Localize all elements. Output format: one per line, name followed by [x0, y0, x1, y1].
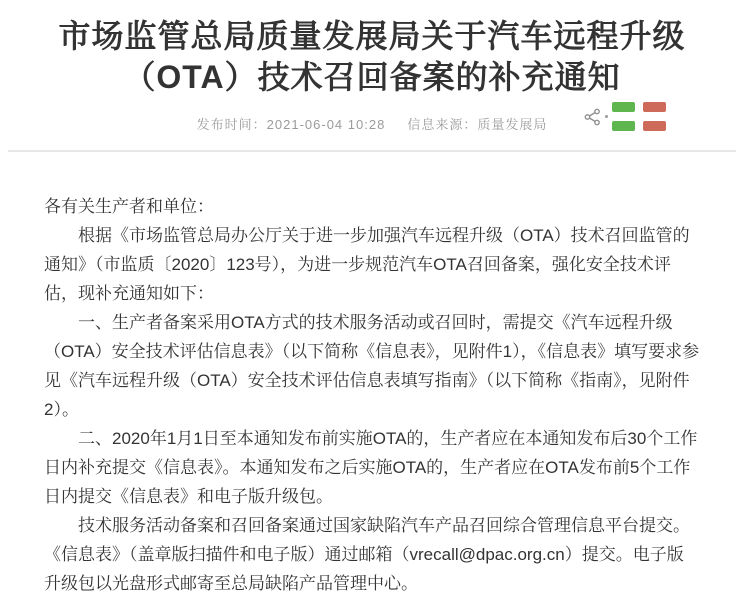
weibo-share-block-top [643, 102, 666, 112]
paragraph-submission: 技术服务活动备案和召回备案通过国家缺陷汽车产品召回综合管理信息平台提交。《信息表》（盖章版扫描件和电子版）通过邮箱（vrecall@dpac.org.cn）提交。电子版升级包以光盘形式邮寄至总局缺陷产品管理中心。 [44, 516, 690, 593]
share-dot [605, 115, 608, 118]
salutation: 各有关生产者和单位： [44, 197, 214, 216]
weibo-share-block-bottom [643, 121, 666, 131]
page-title [0, 0, 744, 98]
publish-time-label: 发布时间： [196, 117, 267, 132]
weibo-share-button[interactable] [643, 102, 666, 131]
share-tools [582, 102, 674, 131]
source-value: 质量发展局 [477, 117, 548, 132]
source-label: 信息来源： [407, 117, 478, 132]
notice-body [0, 152, 744, 598]
wechat-share-button[interactable] [612, 102, 635, 131]
paragraph-item-2: 二、2020年1月1日至本通知发布前实施OTA的，生产者应在本通知发布后30个工作日内补充提交《信息表》。本通知发布之后实施OTA的，生产者应在OTA发布前5个工作日内提交《信息表》和电子版升级包。 [44, 429, 698, 506]
share-nodes-icon[interactable] [582, 106, 602, 128]
wechat-share-block-bottom [612, 121, 635, 131]
publish-time-value: 2021-06-04 10:28 [266, 117, 386, 132]
page-title-line2: （OTA）技术召回备案的补充通知 [123, 59, 621, 95]
paragraph-item-1: 一、生产者备案采用OTA方式的技术服务活动或召回时，需提交《汽车远程升级（OTA）安全技术评估信息表》（以下简称《信息表》，见附件1），《信息表》填写要求参见《汽车远程升级（OTA）安全技术评估信息表填写指南》（以下简称《指南》，见附件2）。 [44, 313, 700, 419]
meta-row [0, 98, 744, 150]
paragraph-basis: 根据《市场监管总局办公厅关于进一步加强汽车远程升级（OTA）技术召回监管的通知》（市监质〔2020〕123号），为进一步规范汽车OTA召回备案，强化安全技术评估，现补充通知如下： [44, 226, 690, 303]
page-title-line1: 市场监管总局质量发展局关于汽车远程升级 [58, 18, 686, 54]
wechat-share-block-top [612, 102, 635, 112]
